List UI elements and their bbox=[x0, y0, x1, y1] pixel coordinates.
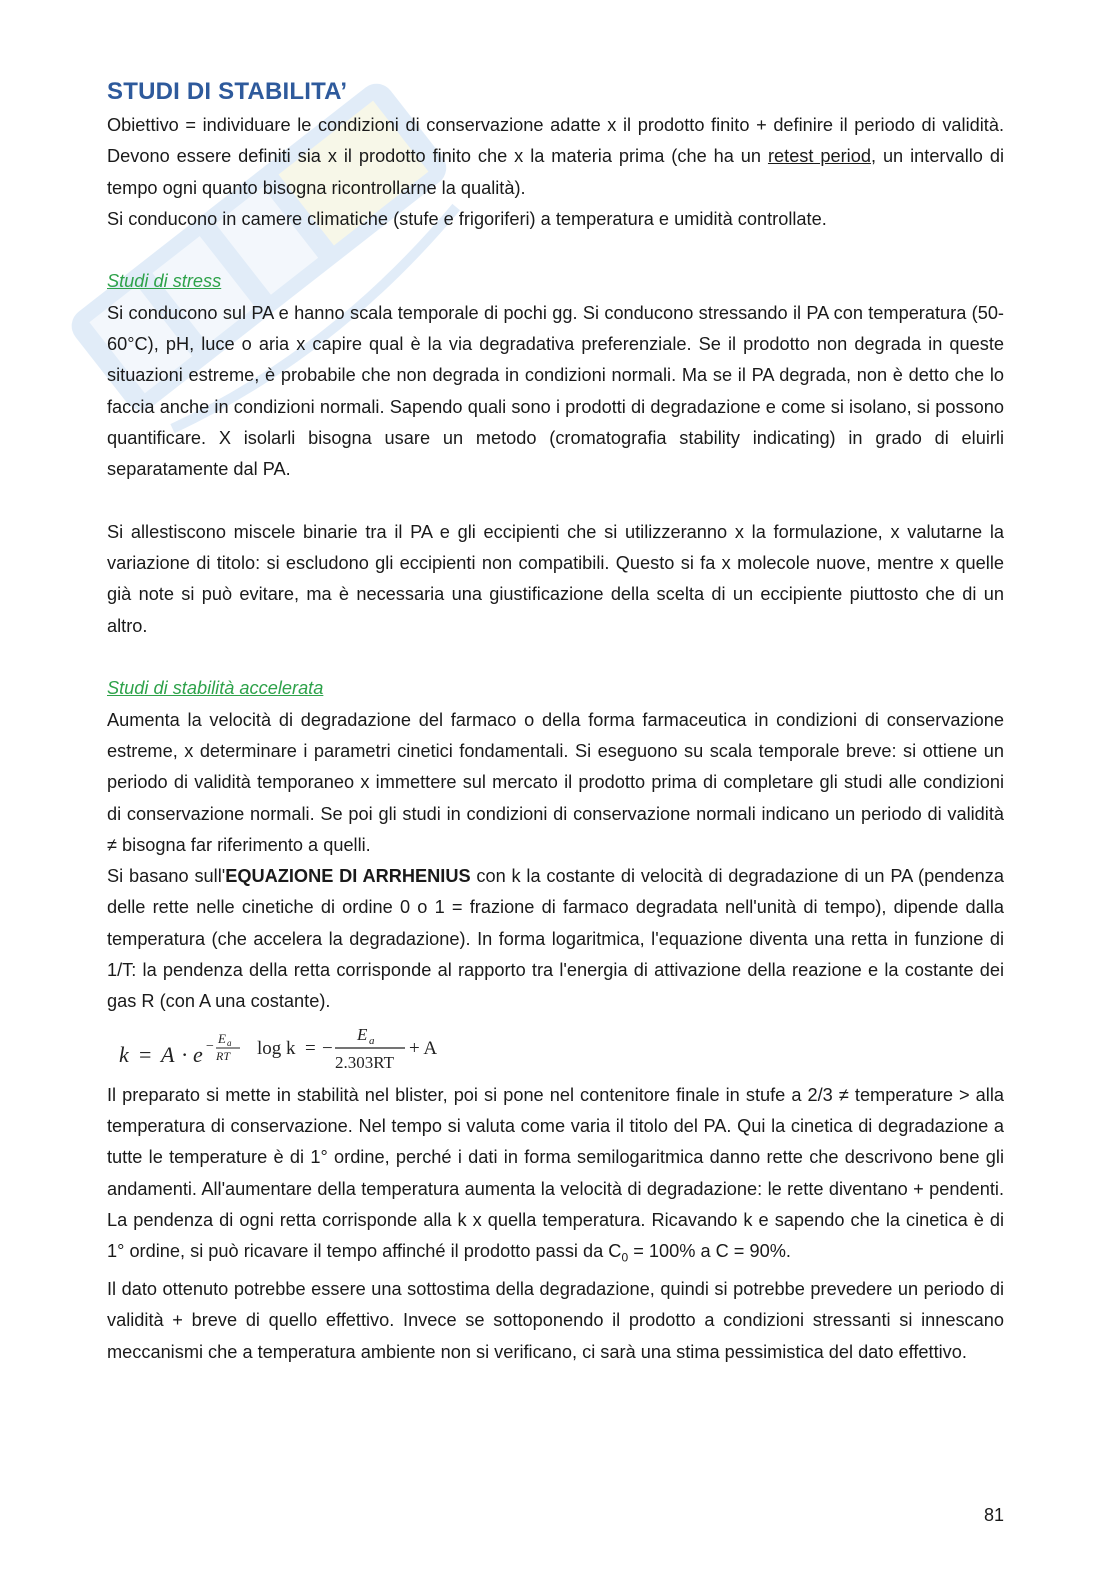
intro-paragraph-1: Obiettivo = individuare le condizioni di conservazione adatte x il prodotto finito + definire il periodo di validità. Devono essere definiti sia x il prodotto finito che x la materia prima (che ha un retest period, un intervallo di tempo ogni quanto bisogna ricontrollarne la qualità). bbox=[107, 115, 1004, 198]
page-number: 81 bbox=[983, 1505, 1004, 1525]
document-page bbox=[107, 78, 1004, 1368]
svg-text:A: A bbox=[161, 1041, 175, 1067]
formula-graphic bbox=[107, 1022, 467, 1080]
accelerated-heading: Studi di stabilità accelerata bbox=[107, 678, 324, 699]
accelerated-paragraph-4: Il dato ottenuto potrebbe essere una sottostima della degradazione, quindi si potrebbe prevedere un periodo di validità + breve di quello effettivo. Invece se sottoponendo il prodotto a condizioni stressanti si innescano meccanismi che a temperatura ambiente non si verificano, ci sarà una stima pessimistica del dato effettivo. bbox=[107, 1279, 1004, 1362]
svg-text:·: · bbox=[181, 1041, 189, 1067]
arrhenius-paragraph: Si basano sull'EQUAZIONE DI ARRHENIUS con k la costante di velocità di degradazione di un PA (pendenza delle rette nelle cinetiche di ordine 0 o 1 = frazione di farmaco degradata nell'unità di tempo), dipende dalla temperatura (che accelera la degradazione). In forma logaritmica, l'equazione diventa una retta in funzione di 1/T: la pendenza della retta corrisponde al rapporto tra l'energia di attivazione della reazione e la costante dei gas R (con A una costante). bbox=[107, 866, 1004, 1012]
svg-text:E: E bbox=[357, 1024, 368, 1044]
svg-text:RT: RT bbox=[216, 1048, 231, 1063]
intro-paragraph-2: Si conducono in camere climatiche (stufe e frigoriferi) a temperatura e umidità controllate. bbox=[107, 208, 827, 229]
svg-text:a: a bbox=[227, 1037, 232, 1048]
retest-period-term: retest period bbox=[767, 146, 871, 167]
svg-text:log k: log k bbox=[257, 1037, 296, 1059]
svg-text:k: k bbox=[119, 1041, 129, 1067]
svg-text:−: − bbox=[322, 1037, 333, 1059]
svg-text:e: e bbox=[193, 1041, 203, 1067]
arrhenius-term: EQUAZIONE DI ARRHENIUS bbox=[225, 866, 471, 887]
accelerated-paragraph-3: Il preparato si mette in stabilità nel blister, poi si pone nel contenitore finale in stufe a 2/3 ≠ temperature > alla temperatura di conservazione. Nel tempo si valuta come varia il titolo del PA. Qui la cinetica di degradazione a tutte le temperature è di 1° ordine, perché i dati in forma semilogaritmica danno rette che descrivono bene gli andamenti. All'aumentare della temperatura aumenta la velocità di degradazione: le rette diventano + pendenti. La pendenza di ogni retta corrisponde alla k x quella temperatura. Ricavando k e sapendo che la cinetica è di 1° ordine, si può ricavare il tempo affinché il prodotto passi da $C_0 = 100\%$ a C = 90%. bbox=[107, 1084, 1004, 1265]
page-title: STUDI DI STABILITA’ bbox=[107, 78, 348, 105]
svg-text:+ A: + A bbox=[409, 1037, 438, 1059]
accelerated-paragraph-1: Aumenta la velocità di degradazione del farmaco o della forma farmaceutica in condizioni di conservazione estreme, x determinare i parametri cinetici fondamentali. Si eseguono su scala temporale breve: si ottiene un periodo di validità temporaneo x immettere sul mercato il prodotto prima di completare gli studi alle condizioni di conservazione normali. Se poi gli studi in condizioni di conservazione normali indicano un periodo di validità ≠ bisogna far riferimento a quelli. bbox=[107, 709, 1004, 855]
svg-text:=: = bbox=[139, 1041, 152, 1067]
stress-heading: Studi di stress bbox=[107, 271, 222, 292]
svg-text:a: a bbox=[369, 1034, 375, 1047]
svg-text:E: E bbox=[218, 1030, 226, 1046]
stress-paragraph-1: Si conducono sul PA e hanno scala temporale di pochi gg. Si conducono stressando il PA con temperatura (50-60°C), pH, luce o aria x capire qual è la via degradativa preferenziale. Se il prodotto non degrada in queste situazioni estreme, è probabile che non degrada in condizioni normali. Ma se il PA degrada, non è detto che lo faccia anche in condizioni normali. Sapendo quali sono i prodotti di degradazione e come si isolano, si possono quantificare. X isolarli bisogna usare un metodo (cromatografia stability indicating) in grado di eluirli separatamente dal PA. bbox=[107, 302, 1004, 480]
svg-text:−: − bbox=[206, 1038, 214, 1054]
stress-paragraph-2: Si allestiscono miscele binarie tra il PA e gli eccipienti che si utilizzeranno x la formulazione, x valutarne la variazione di titolo: si escludono gli eccipienti non compatibili. Questo si fa x molecole nuove, mentre x quelle già note si può evitare, ma è necessaria una giustificazione della scelta di un eccipiente piuttosto che di un altro. bbox=[107, 521, 1004, 636]
svg-text:=: = bbox=[305, 1037, 316, 1059]
arrhenius-formula bbox=[107, 1022, 1004, 1080]
svg-text:2.303RT: 2.303RT bbox=[335, 1052, 394, 1072]
